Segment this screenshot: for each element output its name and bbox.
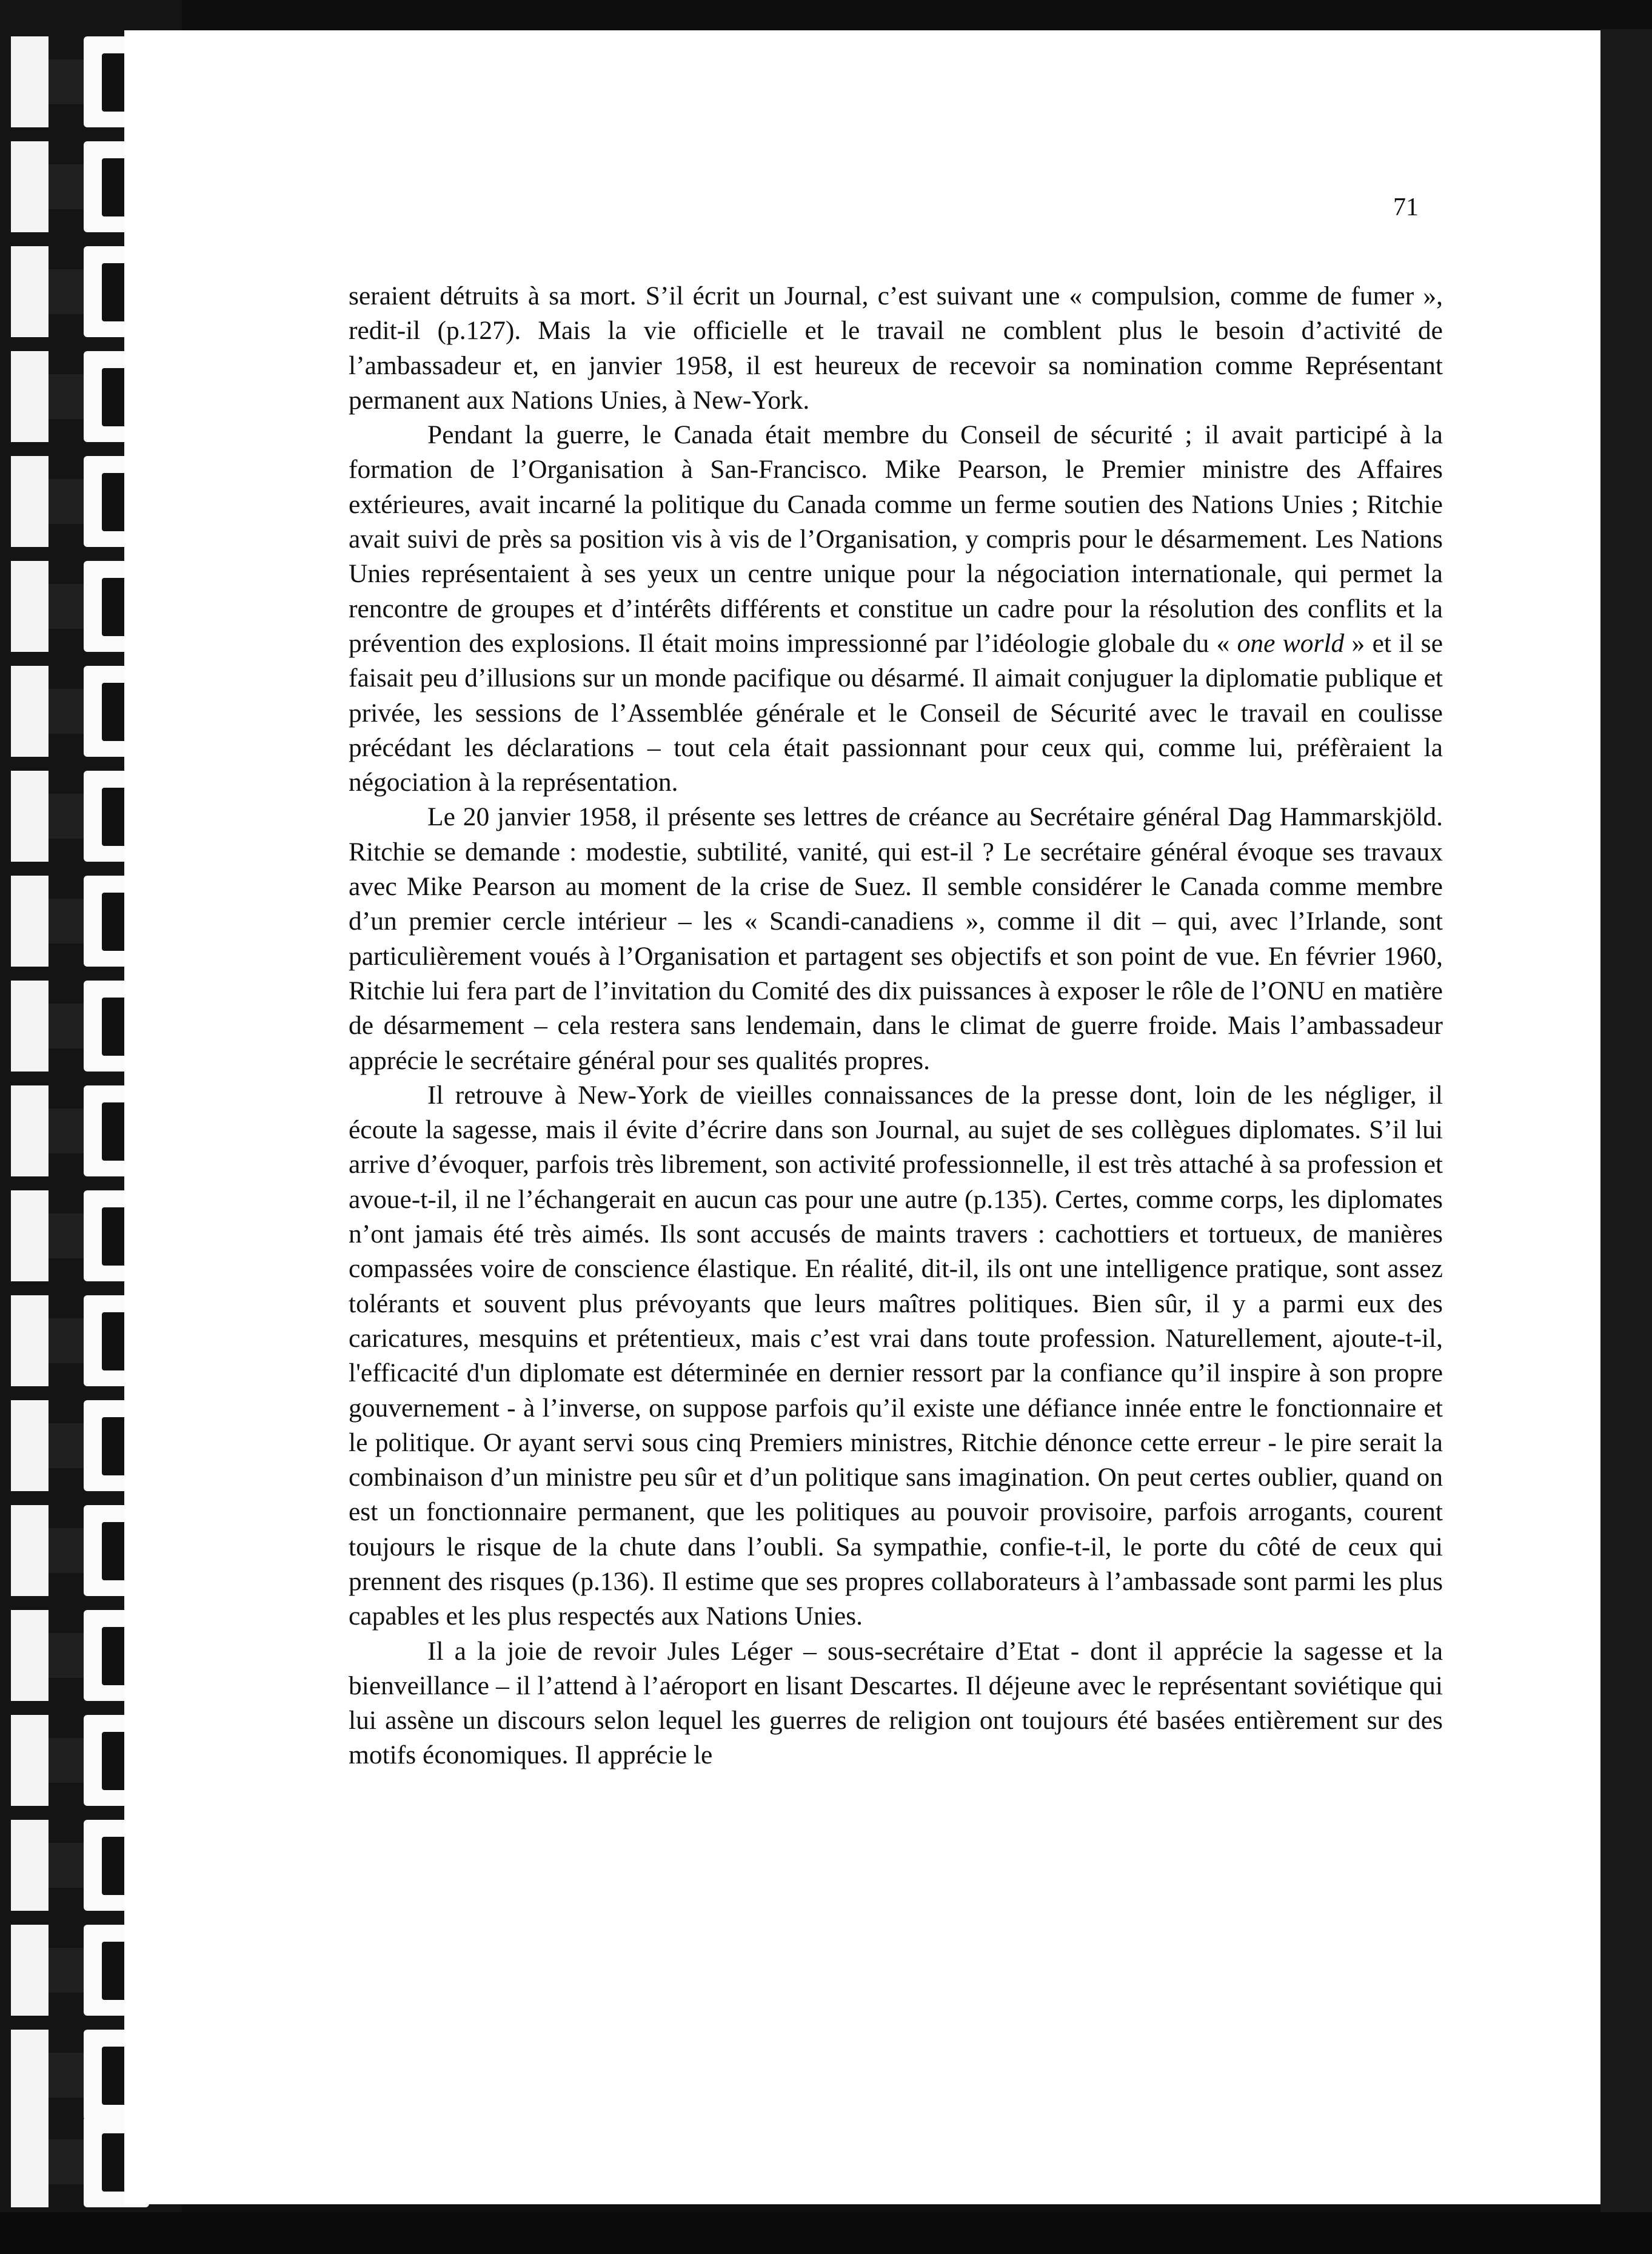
paragraph [349,418,1443,800]
paragraph: Le 20 janvier 1958, il présente ses lettres de créance au Secrétaire général Dag Hammarskjöld. Ritchie se demande : modestie, subtilité, vanité, qui est-il ? Le secrétaire général évoque ses travaux avec Mike Pearson au moment de la crise de Suez. Il semble considérer le Canada comme membre d’un premier cercle intérieur – les « Scandi-canadiens », comme il dit – qui, avec l’Irlande, sont particulièrement voués à l’Organisation et partagent ses objectifs et son point de vue. En février 1960, Ritchie lui fera part de l’invitation du Comité des dix puissances à exposer le rôle de l’ONU en matière de désarmement – cela restera sans lendemain, dans le climat de guerre froide. Mais l’ambassadeur apprécie le secrétaire général pour ses qualités propres. [349,802,1443,1075]
paragraph-text: Pendant la guerre, le Canada était membre du Conseil de sécurité ; il avait participé à la formation de l’Organisation à San-Francisco. Mike Pearson, le Premier ministre des Affaires extérieures, avait incarné la politique du Canada comme un ferme soutien des Nations Unies ; Ritchie avait suivi de près sa position vis à vis de l’Organisation, y compris pour le désarmement. Les Nations Unies représentaient à ses yeux un centre unique pour la négociation internationale, qui permet la rencontre de groupes et d’intérêts différents et constitue un cadre pour la résolution des conflits et la prévention des explosions. Il était moins impressionné par l’idéologie globale du « [349,420,1443,658]
body-text [349,279,1443,1773]
paragraph: Il retrouve à New-York de vieilles connaissances de la presse dont, loin de les négliger, il écoute la sagesse, mais il évite d’écrire dans son Journal, au sujet de ses collègues diplomates. S’il lui arrive d’évoquer, parfois très librement, son activité professionnelle, il est très attaché à sa profession et avoue-t-il, il ne l’échangerait en aucun cas pour une autre (p.135). Certes, comme corps, les diplomates n’ont jamais été très aimés. Ils sont accusés de maints travers : cachottiers et tortueux, de manières compassées voire de conscience élastique. En réalité, dit-il, ils ont une intelligence pratique, sont assez tolérants et souvent plus prévoyants que leurs maîtres politiques. Bien sûr, il y a parmi eux des caricatures, mesquins et prétentieux, mais c’est vrai dans toute profession. Naturellement, ajoute-t-il, l'efficacité d'un diplomate est déterminée en dernier ressort par la confiance qu’il inspire à son propre gouvernement - à l’inverse, on suppose parfois qu’il existe une défiance innée entre le fonctionnaire et le politique. Or ayant servi sous cinq Premiers ministres, Ritchie dénonce cette erreur - le pire serait la combinaison d’un ministre peu sûr et d’un politique sans imagination. On peut certes oublier, quand on est un fonctionnaire permanent, que les politiques au pouvoir provisoire, parfois arrogants, courent toujours le risque de la chute dans l’oubli. Sa sympathie, confie-t-il, le porte du côté de ceux qui prennent des risques (p.136). Il estime que ses propres collaborateurs à l’ambassade sont parmi les plus capables et les plus respectés aux Nations Unies. [349,1080,1443,1631]
page-number: 71 [1393,193,1419,221]
italic-phrase: one world [1237,628,1345,658]
paragraph: Il a la joie de revoir Jules Léger – sous-secrétaire d’Etat - dont il apprécie la sagesse et la bienveillance – il l’attend à l’aéroport en lisant Descartes. Il déjeune avec le représentant soviétique qui lui assène un discours selon lequel les guerres de religion ont toujours été basées entièrement sur des motifs économiques. Il apprécie le [349,1636,1443,1770]
paragraph: seraient détruits à sa mort. S’il écrit un Journal, c’est suivant une « compulsion, comme de fumer », redit-il (p.127). Mais la vie officielle et le travail ne comblent plus le besoin d’activité de l’ambassadeur et, en janvier 1958, il est heureux de recevoir sa nomination comme Représentant permanent aux Nations Unies, à New-York. [349,281,1443,415]
scan-border-right [1600,29,1652,2212]
paragraph-text: » et il se faisait peu d’illusions sur un monde pacifique ou désarmé. Il aimait conjuguer la diplomatie publique et privée, les sessions de l’Assemblée générale et le Conseil de Sécurité avec le travail en coulisse précédant les déclarations – tout cela était passionnant pour ceux qui, comme lui, préfèraient la négociation à la représentation. [349,628,1443,797]
scan-border-bottom [0,2212,1652,2254]
